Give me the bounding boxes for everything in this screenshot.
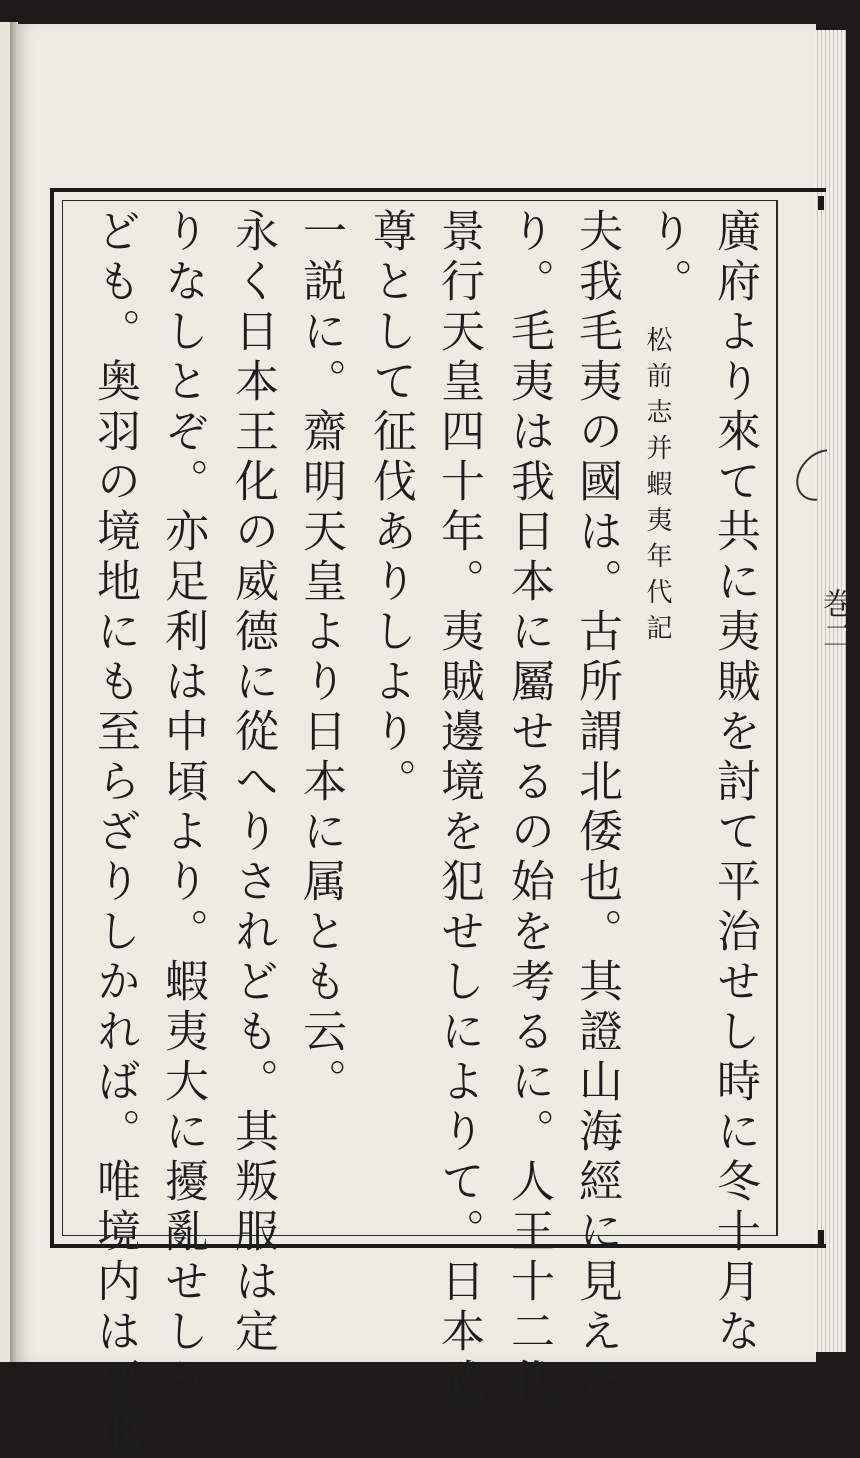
text-column-3: 夫我毛夷の國は。古所謂北倭也。其證山海經に見えた <box>571 208 622 1408</box>
main-text-block <box>66 208 772 1458</box>
text-column-5: 景行天皇四十年。夷賊邊境を犯せしによりて。日本武 <box>433 208 484 1408</box>
text-column-10: ども。奥羽の境地にも至らざりしかれば。唯境内は要地 <box>89 208 140 1458</box>
text-column-2 <box>641 208 704 1228</box>
text-column-4: り。毛夷は我日本に屬せるの始を考るに。人王十二代 <box>503 208 554 1408</box>
text-column-8: 永く日本王化の威德に從へりされども。其叛服は定 <box>227 208 278 1358</box>
text-column-6: 尊として征伐ありしより。 <box>365 208 416 808</box>
text-column-7: 一説に。齋明天皇より日本に属とも云。 <box>295 208 346 1108</box>
text-column-1: 廣府より來て共に夷賊を討て平治せし時に冬十月な <box>709 208 760 1358</box>
margin-column-rule <box>776 200 778 1236</box>
volume-label: 巻二 <box>817 588 852 652</box>
text-column-2-note: 松前志并蝦夷年代記 <box>642 326 672 650</box>
frame-corner-mark-bottom <box>818 1230 824 1244</box>
frame-corner-mark-top <box>818 196 824 210</box>
text-column-9: りなしとぞ。亦足利は中頃より。蝦夷大に擾亂せしう <box>157 208 208 1408</box>
text-column-2-main: り。 <box>641 208 692 308</box>
